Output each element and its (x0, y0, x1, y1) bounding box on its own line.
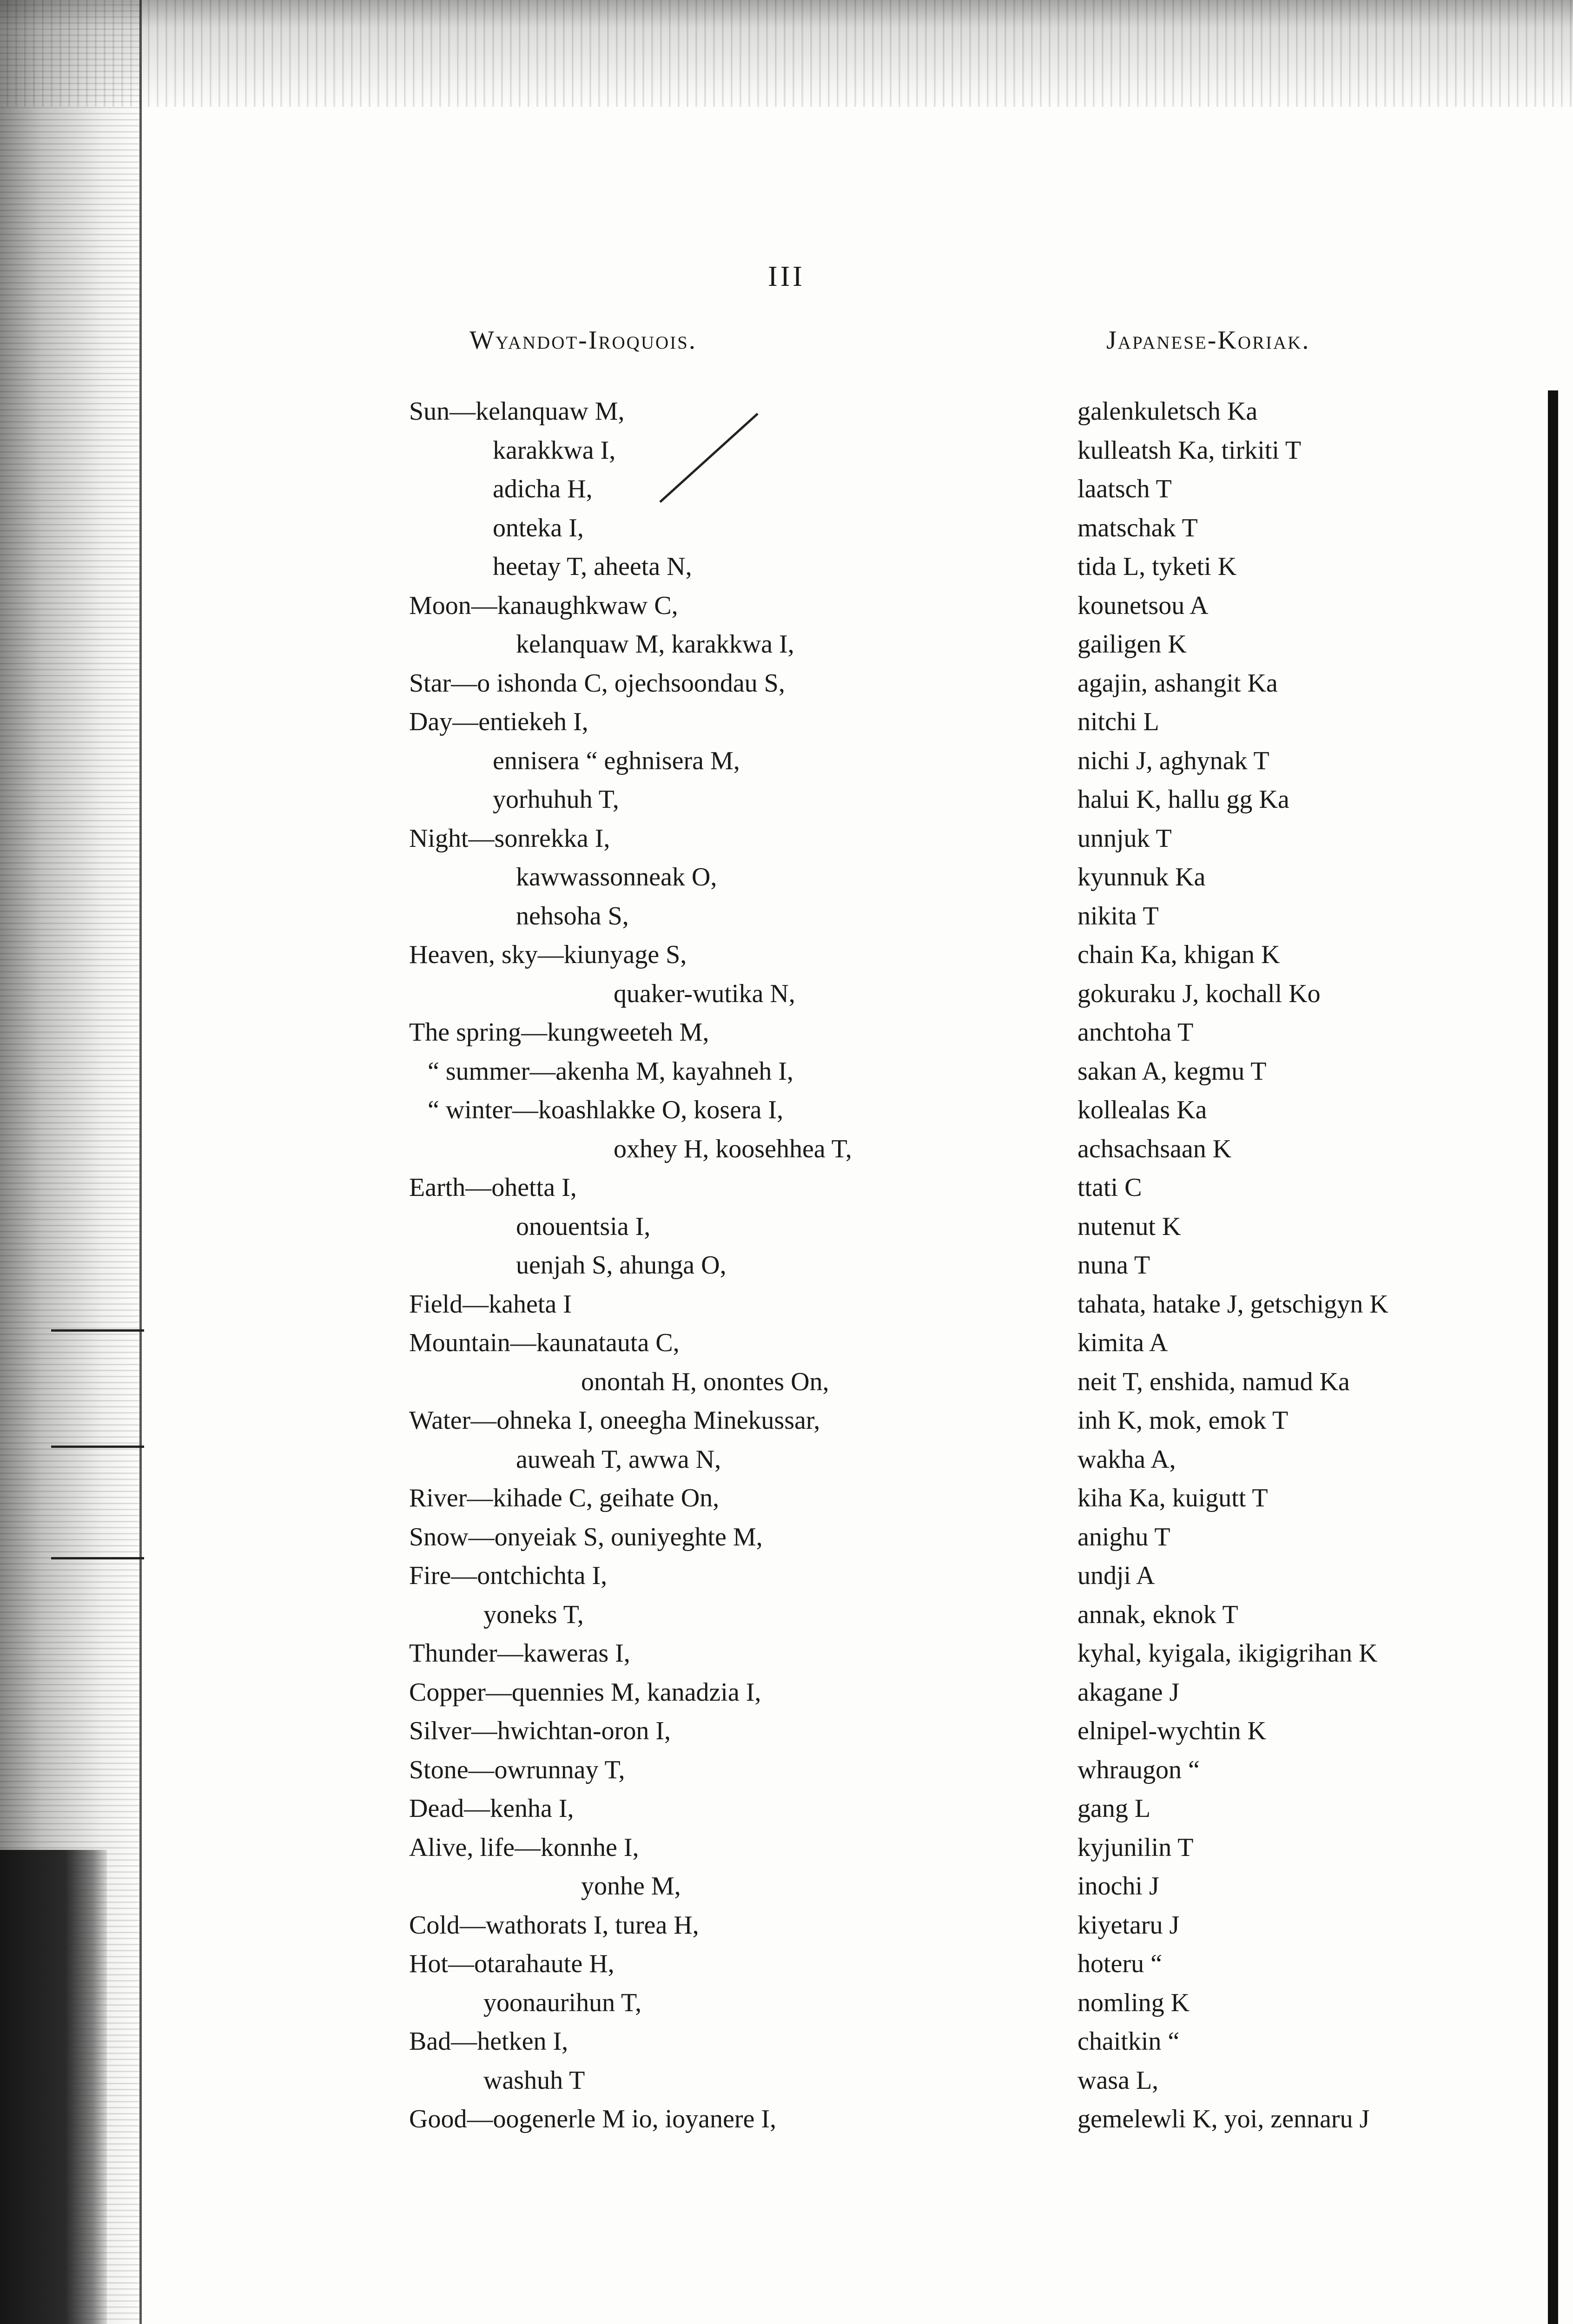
list-item: kyunnuk Ka (1077, 863, 1206, 891)
list-item: sakan A, kegmu T (1077, 1056, 1267, 1086)
list-item: ttati C (1077, 1173, 1142, 1202)
list-item: neit T, enshida, namud Ka (1077, 1367, 1350, 1396)
list-item: Moon—kanaughkwaw C, (409, 591, 678, 620)
list-item: Alive, life—konnhe I, (409, 1833, 639, 1862)
list-item: kelanquaw M, karakkwa I, (516, 630, 794, 659)
list-item: nichi J, aghynak T (1077, 746, 1269, 775)
list-item: elnipel-wychtin K (1077, 1717, 1266, 1745)
list-item: yoneks T, (483, 1600, 584, 1629)
list-item: laatsch T (1077, 475, 1172, 503)
page-edge-bar (1548, 390, 1558, 2324)
list-item: oxhey H, koosehhea T, (614, 1134, 852, 1163)
list-item: achsachsaan K (1077, 1134, 1232, 1163)
list-item: gemelewli K, yoi, zennaru J (1077, 2105, 1370, 2133)
list-item: nutenut K (1077, 1212, 1181, 1241)
list-item: Water—ohneka I, oneegha Minekussar, (409, 1406, 820, 1435)
list-item: Star—o ishonda C, ojechsoondau S, (409, 668, 785, 698)
list-item: galenkuletsch Ka (1077, 397, 1258, 426)
list-item: washuh T (483, 2066, 585, 2095)
list-item: Cold—wathorats I, turea H, (409, 1910, 699, 1940)
list-item: tida L, tyketi K (1077, 552, 1237, 581)
list-item: “ winter—koashlakke O, kosera I, (428, 1096, 784, 1124)
list-item: chaitkin “ (1077, 2027, 1180, 2056)
list-item: matschak T (1077, 513, 1198, 542)
list-item: kounetsou A (1077, 591, 1209, 620)
list-item: Earth—ohetta I, (409, 1173, 577, 1202)
list-item: akagane J (1077, 1677, 1180, 1707)
list-item: gailigen K (1077, 630, 1187, 659)
list-item: Thunder—kaweras I, (409, 1639, 630, 1668)
list-item: wakha A, (1077, 1445, 1176, 1474)
page-number: III (768, 261, 805, 292)
list-item: heetay T, aheeta N, (493, 552, 692, 581)
list-item: Good—oogenerle M io, ioyanere I, (409, 2105, 776, 2133)
list-item: nitchi L (1077, 707, 1159, 736)
list-item: nomling K (1077, 1988, 1190, 2017)
list-item: kyhal, kyigala, ikigigrihan K (1077, 1639, 1378, 1668)
list-item: gang L (1077, 1794, 1151, 1823)
list-item: kulleatsh Ka, tirkiti T (1077, 436, 1302, 465)
list-item: onouentsia I, (516, 1212, 651, 1241)
list-item: Copper—quennies M, kanadzia I, (409, 1677, 761, 1707)
left-word-list (409, 392, 1013, 2139)
list-item: Sun—kelanquaw M, (409, 397, 625, 426)
right-column-heading: Japanese-Koriak. (1106, 326, 1310, 355)
list-item: annak, eknok T (1077, 1600, 1238, 1629)
list-item: kawwassonneak O, (516, 863, 717, 891)
list-item: Silver—hwichtan-oron I, (409, 1717, 671, 1745)
list-item: whraugon “ (1077, 1755, 1200, 1784)
list-item: kollealas Ka (1077, 1096, 1207, 1124)
list-item: nuna T (1077, 1251, 1150, 1280)
list-item: Dead—kenha I, (409, 1794, 574, 1823)
list-item: gokuraku J, kochall Ko (1077, 979, 1321, 1008)
list-item: Field—kaheta I (409, 1289, 572, 1319)
list-item: “ summer—akenha M, kayahneh I, (428, 1056, 793, 1086)
list-item: kimita A (1077, 1328, 1168, 1357)
list-item: adicha H, (493, 475, 593, 503)
list-item: inochi J (1077, 1872, 1159, 1901)
list-item: ennisera “ eghnisera M, (493, 746, 740, 775)
list-item: kiyetaru J (1077, 1910, 1180, 1940)
list-item: quaker-wutika N, (614, 979, 795, 1008)
scan-edge-top (0, 0, 1573, 107)
list-item: Day—entiekeh I, (409, 707, 588, 736)
list-item: Bad—hetken I, (409, 2027, 568, 2056)
list-item: undji A (1077, 1561, 1155, 1590)
list-item: nehsoha S, (516, 901, 629, 931)
list-item: kyjunilin T (1077, 1833, 1194, 1862)
list-item: wasa L, (1077, 2066, 1159, 2095)
list-item: yorhuhuh T, (493, 785, 619, 814)
list-item: Snow—onyeiak S, ouniyeghte M, (409, 1522, 763, 1552)
list-item: Mountain—kaunatauta C, (409, 1328, 680, 1357)
right-word-list (1077, 392, 1524, 2139)
list-item: The spring—kungweeteh M, (409, 1018, 709, 1047)
margin-tick (51, 1557, 144, 1559)
margin-tick (51, 1329, 144, 1332)
list-item: unnjuk T (1077, 824, 1172, 853)
list-item: hoteru “ (1077, 1949, 1162, 1978)
list-item: Stone—owrunnay T, (409, 1755, 625, 1784)
list-item: karakkwa I, (493, 436, 616, 465)
list-item: anighu T (1077, 1522, 1170, 1552)
list-item: auweah T, awwa N, (516, 1445, 721, 1474)
margin-tick (51, 1446, 144, 1448)
left-column-heading: Wyandot-Iroquois. (469, 326, 697, 355)
list-item: uenjah S, ahunga O, (516, 1251, 727, 1280)
list-item: tahata, hatake J, getschigyn K (1077, 1289, 1388, 1319)
list-item: Heaven, sky—kiunyage S, (409, 940, 687, 969)
list-item: Night—sonrekka I, (409, 824, 610, 853)
list-item: River—kihade C, geihate On, (409, 1484, 720, 1512)
list-item: anchtoha T (1077, 1018, 1194, 1047)
list-item: onontah H, onontes On, (581, 1367, 829, 1396)
list-item: Hot—otarahaute H, (409, 1949, 615, 1978)
scan-shadow-left (0, 1850, 107, 2324)
list-item: agajin, ashangit Ka (1077, 668, 1278, 698)
list-item: onteka I, (493, 513, 584, 542)
list-item: halui K, hallu gg Ka (1077, 785, 1289, 814)
list-item: Fire—ontchichta I, (409, 1561, 608, 1590)
list-item: yoonaurihun T, (483, 1988, 642, 2017)
list-item: chain Ka, khigan K (1077, 940, 1280, 969)
list-item: inh K, mok, emok T (1077, 1406, 1289, 1435)
list-item: yonhe M, (581, 1872, 681, 1901)
page-gutter-line (139, 0, 142, 2324)
list-item: nikita T (1077, 901, 1159, 931)
list-item: kiha Ka, kuigutt T (1077, 1484, 1268, 1512)
